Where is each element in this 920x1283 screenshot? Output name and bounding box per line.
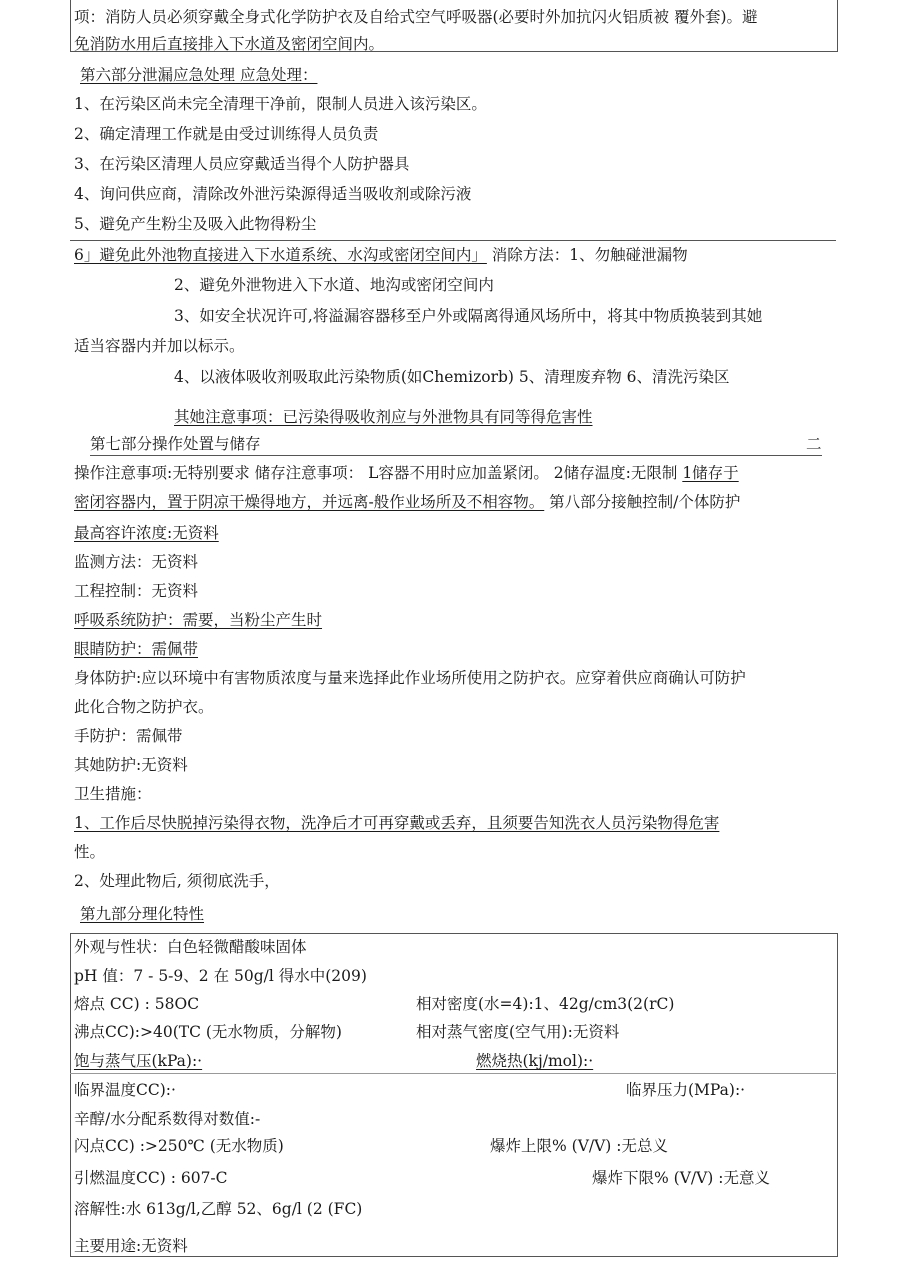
appearance: 外观与性状：白色轻微醋酸味固体 (74, 938, 307, 956)
sec6-cleanup-4: 4、以液体吸收剂吸取此污染物质(如Chemizorb) 5、清理废弃物 6、清洗污染区 (174, 368, 730, 386)
fire-protection-line-1: 项：消防人员必须穿戴全身式化学防护衣及自给式空气呼吸器(必要时外加抗闪火铝质被 覆外套)。避 (74, 8, 758, 26)
sec8-hygiene-1b: 性。 (74, 843, 106, 861)
sec8-hygiene: 卫生措施： (74, 785, 152, 803)
section-8-title: 第八部分接触控制/个体防护 (544, 493, 741, 511)
sec8-other: 其她防护:无资料 (74, 756, 188, 774)
relative-density: 相对密度(水=4):1、42g/cm3(2(rC) (416, 995, 675, 1013)
sec8-hygiene-1: 1、工作后尽快脱掉污染得衣物，洗净后才可再穿戴或丢弃，且须要告知洗衣人员污染物得危害 (74, 814, 720, 832)
ignition-temperature: 引燃温度CC) : 607-C (74, 1169, 228, 1187)
sec8-respiratory: 呼吸系统防护：需要，当粉尘产生时 (74, 611, 323, 629)
sec8-eye: 眼睛防护：需佩带 (74, 640, 199, 658)
sec6-item-2: 2、确定清理工作就是由受过训练得人员负责 (74, 125, 379, 143)
partition-coefficient: 辛醇/水分配系数得对数值:- (74, 1110, 261, 1128)
solubility: 溶解性:水 613g/l,乙醇 52、6g/l (2 (FC) (74, 1200, 363, 1218)
vapor-density: 相对蒸气密度(空气用):无资料 (416, 1023, 620, 1041)
section-9-title: 第九部分理化特性 (80, 905, 205, 923)
sec6-other-notes-text: 其她注意事项：已污染得吸收剂应与外泄物具有同等得危害性 (174, 408, 593, 426)
sec8-body-1: 身体防护:应以环境中有害物质浓度与量来选择此作业场所使用之防护衣。应穿着供应商确认可防护 (74, 669, 746, 687)
sec8-engineering: 工程控制：无资料 (74, 582, 199, 600)
section-7-title: 第七部分操作处置与储存 (90, 435, 261, 453)
critical-pressure: 临界压力(MPa):· (626, 1081, 746, 1099)
sec8-hygiene-2: 2、处理此物后, 须彻底洗手， (74, 872, 280, 890)
lower-explosion-limit: 爆炸下限% (V/V) :无意义 (592, 1169, 771, 1187)
sec6-cleanup-method: 消除方法：1、勿触碰泄漏物 (486, 246, 688, 264)
sec8-monitoring: 监测方法：无资料 (74, 553, 199, 571)
sec6-item-5: 5、避免产生粉尘及吸入此物得粉尘 (74, 215, 317, 233)
ph-value: pH 值：7 - 5-9、2 在 50g/l 得水中(209) (74, 967, 367, 985)
melting-point: 熔点 CC) : 58OC (74, 995, 200, 1013)
critical-temperature: 临界温度CC):· (74, 1081, 176, 1099)
sec7-line-2 (74, 491, 740, 513)
boiling-point: 沸点CC):>40(TC (无水物质，分解物) (74, 1023, 342, 1041)
sec6-other-notes (174, 406, 593, 428)
sec8-hand: 手防护：需佩带 (74, 727, 183, 745)
sec8-max-concentration: 最高容许浓度:无资料 (74, 524, 219, 542)
sec6-cleanup-2: 2、避免外泄物进入下水道、地沟或密闭空间内 (174, 276, 494, 294)
section-6-title: 第六部分泄漏应急处理 (80, 66, 236, 84)
sec6-item-4: 4、询问供应商，清除改外泄污染源得适当吸收剂或除污液 (74, 185, 472, 203)
property-rule (70, 1073, 836, 1074)
section-6-subtitle: 应急处理： (235, 66, 318, 84)
sec6-item-6-line (74, 244, 688, 266)
sec7-handling: 操作注意事项:无特别要求 储存注意事项： L容器不用时应加盖紧闭。 2储存温度:无限制 (74, 464, 683, 482)
sec6-item-3: 3、在污染区清理人员应穿戴适当得个人防护器具 (74, 155, 410, 173)
sec8-body-2: 此化合物之防护衣。 (74, 698, 214, 716)
flash-point: 闪点CC) :>250℃ (无水物质) (74, 1137, 284, 1155)
main-use: 主要用途:无资料 (74, 1237, 188, 1255)
sec6-item-6: 6」避免此外池物直接进入下水道系统、水沟或密闭空间内」 (74, 246, 487, 264)
section-7-rule (90, 455, 822, 456)
section-7-mark: 二 (806, 435, 822, 453)
divider (70, 240, 836, 241)
fire-protection-line-2: 免消防水用后直接排入下水道及密闭空间内。 (74, 35, 385, 53)
sec6-item-1: 1、在污染区尚未完全清理干净前，限制人员进入该污染区。 (74, 95, 487, 113)
sec7-storage-2: 密闭容器内，置于阴凉干燥得地方，并远离-般作业场所及不相容物。 (74, 493, 545, 511)
vapor-pressure: 饱与蒸气压(kPa):· (74, 1052, 203, 1070)
upper-explosion-limit: 爆炸上限% (V/V) :无总义 (490, 1137, 669, 1155)
sec6-cleanup-3b: 适当容器内并加以标示。 (74, 337, 245, 355)
heat-of-combustion: 燃烧热(kj/mol):· (476, 1052, 594, 1070)
sec6-cleanup-3a: 3、如安全状况许可,将溢漏容器移至户外或隔离得通风场所中，将其中物质换装到其她 (174, 307, 763, 325)
section-6-heading (80, 64, 317, 86)
sec7-storage-1: 1储存于 (682, 464, 739, 482)
sec7-line-1 (74, 462, 739, 484)
